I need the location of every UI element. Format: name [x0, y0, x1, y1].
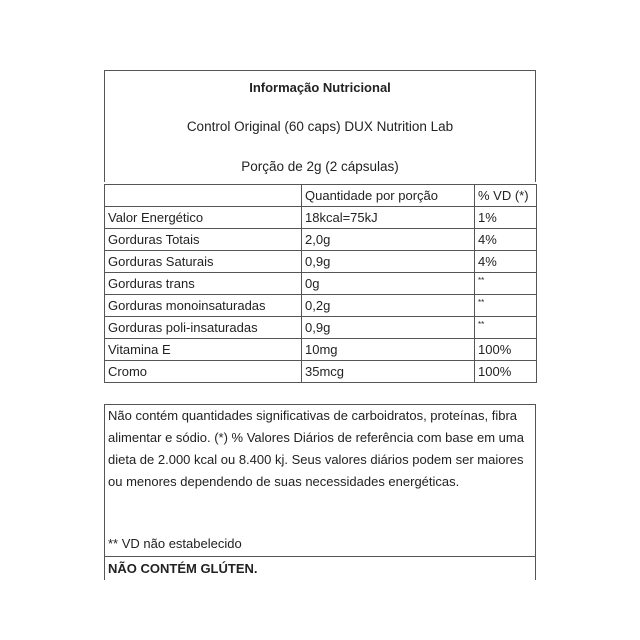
nutrient-name: Cromo — [105, 361, 302, 383]
table-row — [105, 207, 537, 229]
table-row — [105, 295, 537, 317]
nutrient-name: Gorduras trans — [105, 273, 302, 295]
nutrient-name: Gorduras Saturais — [105, 251, 302, 273]
nutrient-amount: 0,9g — [302, 251, 475, 273]
nutrient-amount: 10mg — [302, 339, 475, 361]
table-row — [105, 229, 537, 251]
nutrition-header — [104, 70, 536, 182]
table-row — [105, 273, 537, 295]
column-header-vd: % VD (*) — [475, 185, 537, 207]
nutrient-amount: 18kcal=75kJ — [302, 207, 475, 229]
nutrition-notes — [104, 404, 536, 580]
nutrient-vd: 100% — [475, 339, 537, 361]
column-header-amount: Quantidade por porção — [302, 185, 475, 207]
table-row — [105, 339, 537, 361]
nutrient-vd: 100% — [475, 361, 537, 383]
notes-divider — [105, 556, 535, 557]
vd-not-established-note: ** VD não estabelecido — [108, 536, 242, 551]
nutrient-amount: 0,2g — [302, 295, 475, 317]
table-header-row — [105, 185, 537, 207]
nutrient-name: Gorduras poli-insaturadas — [105, 317, 302, 339]
gluten-free-statement: NÃO CONTÉM GLÚTEN. — [108, 561, 258, 576]
nutrient-name: Gorduras Totais — [105, 229, 302, 251]
nutrient-vd: ** — [475, 295, 537, 317]
nutrient-vd: 4% — [475, 229, 537, 251]
nutrient-amount: 2,0g — [302, 229, 475, 251]
nutrient-vd: ** — [475, 317, 537, 339]
column-header-nutrient — [105, 185, 302, 207]
nutrient-vd: 4% — [475, 251, 537, 273]
portion-size: Porção de 2g (2 cápsulas) — [241, 159, 399, 174]
nutrition-table — [104, 184, 537, 383]
nutrient-name: Gorduras monoinsaturadas — [105, 295, 302, 317]
nutrient-name: Valor Energético — [105, 207, 302, 229]
nutrient-amount: 0g — [302, 273, 475, 295]
nutrition-title: Informação Nutricional — [249, 80, 391, 95]
nutrient-name: Vitamina E — [105, 339, 302, 361]
nutrition-table-body — [105, 185, 537, 383]
nutrient-amount: 35mcg — [302, 361, 475, 383]
nutrient-vd: 1% — [475, 207, 537, 229]
product-name: Control Original (60 caps) DUX Nutrition Lab — [186, 119, 454, 134]
nutrient-vd: ** — [475, 273, 537, 295]
table-row — [105, 361, 537, 383]
nutrient-amount: 0,9g — [302, 317, 475, 339]
table-row — [105, 317, 537, 339]
notes-description: Não contém quantidades significativas de carboidratos, proteínas, fibra alimentar e sódio. (*) % Valores Diários de referência com base em uma dieta de 2.000 kcal ou 8.400 kj. Seus valores diários podem ser maiores ou menores dependendo de suas necessidades energéticas. — [108, 408, 524, 489]
table-row — [105, 251, 537, 273]
